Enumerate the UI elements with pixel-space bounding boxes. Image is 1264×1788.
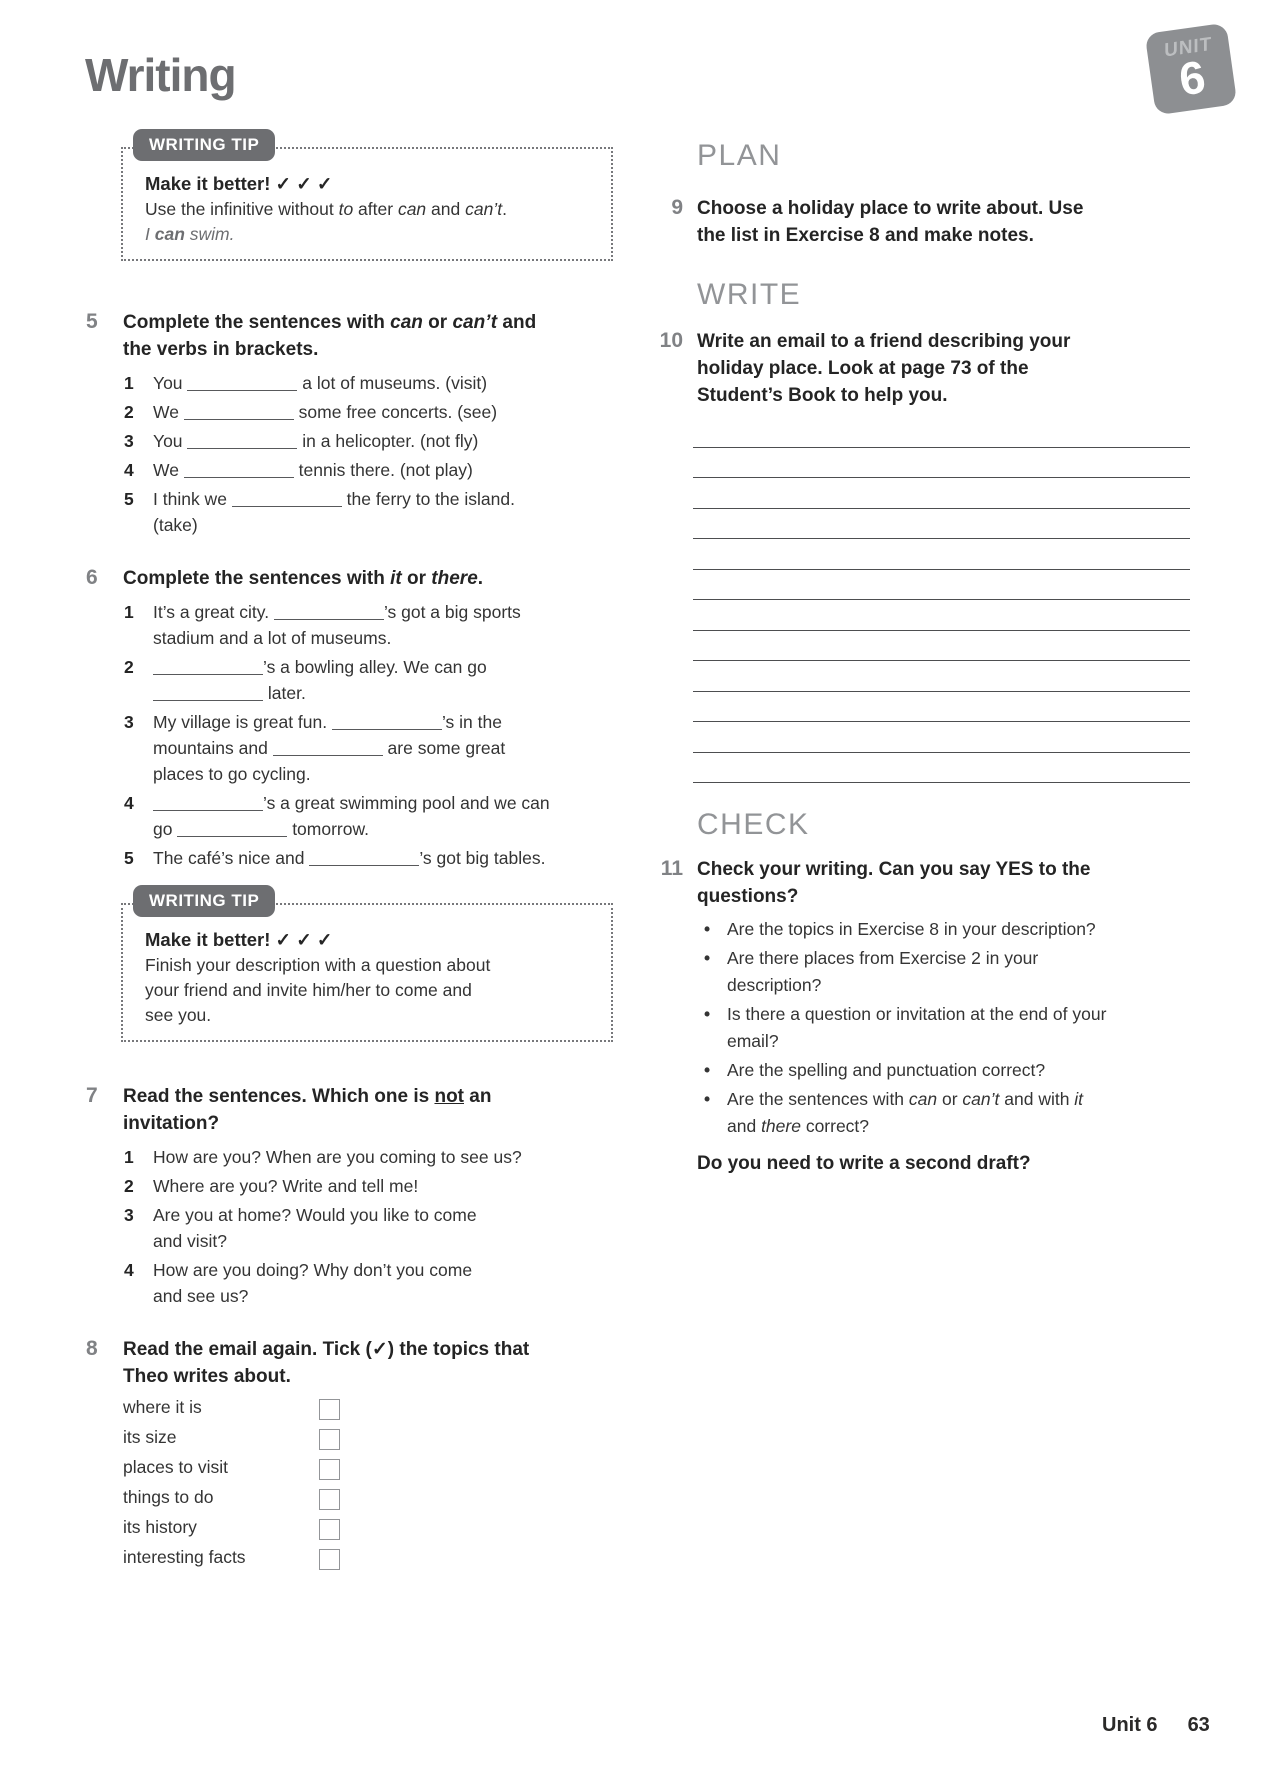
exercise-title: Check your writing. Can you say YES to the questions? bbox=[697, 859, 1091, 907]
checklist-bullets bbox=[697, 916, 1197, 1140]
bullet-item: • Is there a question or invitation at the end of your email? bbox=[697, 1001, 1197, 1055]
writing-line[interactable] bbox=[693, 478, 1190, 509]
answer-blank[interactable] bbox=[177, 822, 287, 837]
exercise-number: 7 bbox=[86, 1084, 98, 1107]
exercise-number: 10 bbox=[659, 329, 683, 352]
page-footer bbox=[1102, 1714, 1210, 1737]
exercise-item: 3 My village is great fun. ’s in the mountains and are some great places to go cycling. bbox=[124, 712, 506, 784]
topic-checkbox[interactable] bbox=[319, 1549, 340, 1570]
exercise-9 bbox=[671, 195, 1197, 249]
exercise-item: 3 Are you at home? Would you like to come and visit? bbox=[124, 1205, 477, 1251]
topic-row bbox=[123, 1517, 613, 1547]
writing-line[interactable] bbox=[693, 753, 1190, 784]
tip-heading: Make it better! ✓ ✓ ✓ bbox=[145, 173, 333, 194]
exercise-item: 2 Where are you? Write and tell me! bbox=[124, 1176, 419, 1196]
tip-body: Use the infinitive without to after can and can’t. bbox=[145, 199, 507, 219]
tip-example: I can swim. bbox=[145, 224, 235, 244]
exercise-title: Write an email to a friend describing your holiday place. Look at page 73 of the Student’s Book to help you. bbox=[697, 331, 1071, 406]
writing-line[interactable] bbox=[693, 570, 1190, 601]
writing-line[interactable] bbox=[693, 448, 1190, 479]
exercise-5 bbox=[86, 309, 613, 538]
topic-row bbox=[123, 1487, 613, 1517]
writing-line[interactable] bbox=[693, 600, 1190, 631]
answer-blank[interactable] bbox=[153, 686, 263, 701]
writing-line[interactable] bbox=[693, 661, 1190, 692]
writing-line[interactable] bbox=[693, 509, 1190, 540]
exercise-number: 6 bbox=[86, 566, 98, 589]
topic-label: things to do bbox=[123, 1487, 214, 1507]
topic-row bbox=[123, 1547, 613, 1577]
exercise-7 bbox=[86, 1083, 613, 1309]
exercise-item: 5 The café’s nice and ’s got big tables. bbox=[124, 848, 546, 868]
unit-badge-label: UNIT bbox=[1164, 33, 1212, 62]
topic-checkbox[interactable] bbox=[319, 1429, 340, 1450]
exercise-number: 8 bbox=[86, 1337, 98, 1360]
exercise-10 bbox=[659, 328, 1197, 409]
exercise-item: 1 You a lot of museums. (visit) bbox=[124, 373, 488, 393]
exercise-8 bbox=[86, 1336, 613, 1577]
exercise-title: Choose a holiday place to write about. Use the list in Exercise 8 and make notes. bbox=[697, 198, 1084, 246]
answer-blank[interactable] bbox=[309, 851, 419, 866]
answer-blank[interactable] bbox=[153, 796, 263, 811]
topic-label: where it is bbox=[123, 1397, 202, 1417]
answer-blank[interactable] bbox=[273, 741, 383, 756]
answer-blank[interactable] bbox=[184, 405, 294, 420]
topic-label: interesting facts bbox=[123, 1547, 246, 1567]
tip-body: Finish your description with a question about your friend and invite him/her to come and see you. bbox=[145, 955, 491, 1025]
exercise-11 bbox=[660, 856, 1197, 1177]
bullet-item: • Are the topics in Exercise 8 in your description? bbox=[697, 916, 1197, 943]
writing-tip-box-2 bbox=[121, 891, 613, 1042]
exercise-item: 2 ’s a bowling alley. We can go later. bbox=[124, 657, 487, 703]
exercise-number: 9 bbox=[671, 196, 683, 219]
right-column bbox=[659, 0, 1197, 1177]
writing-line[interactable] bbox=[693, 722, 1190, 753]
exercise-number: 11 bbox=[660, 857, 683, 880]
bullet-item: • Are the spelling and punctuation correct? bbox=[697, 1057, 1197, 1084]
exercise-item: 1 How are you? When are you coming to see us? bbox=[124, 1147, 522, 1167]
writing-line[interactable] bbox=[693, 539, 1190, 570]
exercise-item: 5 I think we the ferry to the island. (take) bbox=[124, 489, 515, 535]
section-heading-write: WRITE bbox=[697, 278, 802, 311]
topic-checkbox[interactable] bbox=[319, 1459, 340, 1480]
bullet-item: • Are the sentences with can or can’t and with it and there correct? bbox=[697, 1086, 1197, 1140]
section-heading-check: CHECK bbox=[697, 808, 810, 841]
footer-unit-label: Unit 6 bbox=[1102, 1714, 1158, 1736]
bullet-item: • Are there places from Exercise 2 in your description? bbox=[697, 945, 1197, 999]
exercise-item-list bbox=[123, 370, 613, 538]
topic-checkbox[interactable] bbox=[319, 1489, 340, 1510]
section-heading-plan: PLAN bbox=[697, 139, 782, 172]
writing-lines-area bbox=[693, 417, 1190, 783]
writing-line[interactable] bbox=[693, 631, 1190, 662]
exercise-title: Complete the sentences with can or can’t and the verbs in brackets. bbox=[123, 312, 537, 360]
topic-label: its size bbox=[123, 1427, 177, 1447]
answer-blank[interactable] bbox=[332, 715, 442, 730]
topic-row bbox=[123, 1427, 613, 1457]
topic-row bbox=[123, 1397, 613, 1427]
exercise-item: 3 You in a helicopter. (not fly) bbox=[124, 431, 479, 451]
answer-blank[interactable] bbox=[187, 376, 297, 391]
answer-blank[interactable] bbox=[232, 492, 342, 507]
exercise-item: 4 We tennis there. (not play) bbox=[124, 460, 473, 480]
writing-tip-box-1 bbox=[121, 135, 613, 261]
answer-blank[interactable] bbox=[184, 463, 294, 478]
exercise-item-list bbox=[123, 1144, 613, 1309]
topic-label: its history bbox=[123, 1517, 197, 1537]
writing-line[interactable] bbox=[693, 692, 1190, 723]
footer-page-number: 63 bbox=[1187, 1714, 1210, 1736]
exercise-number: 5 bbox=[86, 310, 98, 333]
answer-blank[interactable] bbox=[153, 660, 263, 675]
exercise-item-list bbox=[123, 599, 613, 871]
exercise-item: 4 How are you doing? Why don’t you come and see us? bbox=[124, 1260, 473, 1306]
page-title: Writing bbox=[85, 49, 236, 101]
topic-checklist bbox=[123, 1397, 613, 1577]
exercise-item: 2 We some free concerts. (see) bbox=[124, 402, 498, 422]
answer-blank[interactable] bbox=[274, 605, 384, 620]
exercise-item: 1 It’s a great city. ’s got a big sports stadium and a lot of museums. bbox=[124, 602, 521, 648]
topic-checkbox[interactable] bbox=[319, 1399, 340, 1420]
topic-row bbox=[123, 1457, 613, 1487]
writing-tip-badge: WRITING TIP bbox=[133, 885, 275, 917]
exercise-title: Complete the sentences with it or there. bbox=[123, 568, 484, 589]
exercise-item: 4 ’s a great swimming pool and we can go tomorrow. bbox=[124, 793, 550, 839]
topic-checkbox[interactable] bbox=[319, 1519, 340, 1540]
closing-question: Do you need to write a second draft? bbox=[697, 1153, 1031, 1174]
writing-tip-badge: WRITING TIP bbox=[133, 129, 275, 161]
unit-badge-number: 6 bbox=[1175, 50, 1209, 106]
exercise-title: Read the sentences. Which one is not an invitation? bbox=[123, 1086, 492, 1134]
tip-heading: Make it better! ✓ ✓ ✓ bbox=[145, 929, 333, 950]
exercise-title: Read the email again. Tick (✓) the topics that Theo writes about. bbox=[123, 1339, 530, 1387]
writing-line[interactable] bbox=[693, 417, 1190, 448]
topic-label: places to visit bbox=[123, 1457, 229, 1477]
left-column bbox=[86, 0, 613, 1577]
answer-blank[interactable] bbox=[187, 434, 297, 449]
exercise-6 bbox=[86, 565, 613, 871]
